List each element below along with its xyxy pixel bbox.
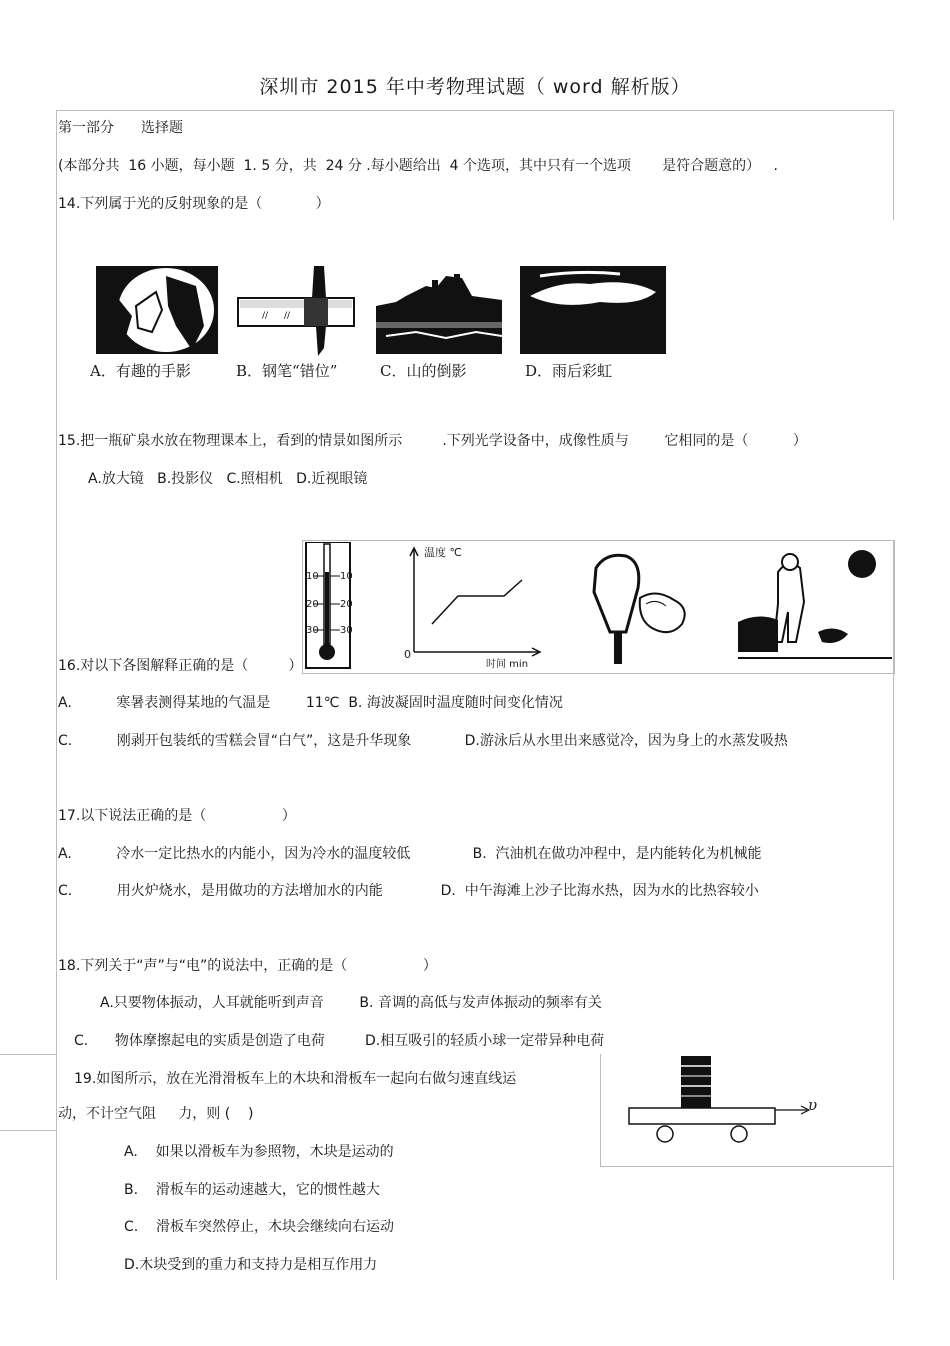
temperature-time-graph (396, 544, 546, 668)
ice-cream-image (586, 548, 698, 670)
thermo-label-right-10: 10 (340, 571, 353, 582)
q19-option-d: D.木块受到的重力和支持力是相互作用力 (124, 1257, 378, 1273)
q19-option-c: C. 滑板车突然停止，木块会继续向右运动 (124, 1219, 395, 1235)
section-name: 选择题 (141, 120, 183, 136)
q15-stem: 15.把一瓶矿泉水放在物理课本上，看到的情景如图所示 .下列光学设备中，成像性质与 它相同的是（ ） (58, 433, 807, 449)
skateboard-block-image (601, 1054, 893, 1166)
q19-stem-line1: 19.如图所示，放在光滑滑板车上的木块和滑板车一起向右做匀速直线运 (74, 1071, 517, 1087)
q14-caption-c: C．山的倒影 (380, 362, 467, 380)
q19-figure (600, 1054, 893, 1167)
graph-x-label: 时间 min (486, 659, 529, 670)
thermo-label-left-20: 20 (306, 599, 319, 610)
q14-caption-b: B．钢笔“错位” (236, 362, 338, 380)
top-rule (56, 110, 894, 111)
q17-options-cd: C. 用火炉烧水，是用做功的方法增加水的内能 D. 中午海滩上沙子比海水热，因为水的比热容较小 (58, 883, 759, 899)
left-margin-rule-2 (0, 1130, 56, 1131)
q14-figure-a (96, 266, 218, 354)
q16-options-ab: A. 寒暑表测得某地的气温是 11℃ B. 海波凝固时温度随时间变化情况 (58, 695, 563, 711)
thermo-label-right-30: 30 (340, 625, 353, 636)
q17-stem: 17.以下说法正确的是（ ） (58, 808, 296, 824)
q14-caption-d: D．雨后彩虹 (525, 362, 613, 380)
left-margin-rule-1 (0, 1054, 56, 1055)
q14-figure-d (520, 266, 666, 354)
q19-stem-line2: 动，不计空气阻 力，则 ( ) (58, 1106, 254, 1122)
q19-option-b: B. 滑板车的运动速越大，它的惯性越大 (124, 1182, 380, 1198)
thermo-label-left-10: 10 (306, 571, 319, 582)
q14-figure-b (234, 264, 358, 356)
page-title: 深圳市 2015 年中考物理试题（ word 解析版） (259, 76, 691, 98)
thermo-label-left-30: 30 (306, 625, 319, 636)
q16-stem: 16.对以下各图解释正确的是（ ） (58, 658, 303, 674)
graph-origin: 0 (404, 648, 411, 661)
q14-caption-a: A．有趣的手影 (90, 362, 191, 380)
q15-options: A.放大镜 B.投影仪 C.照相机 D.近视眼镜 (88, 471, 368, 487)
section-part: 第一部分 (58, 120, 114, 136)
q14-figure-c (376, 266, 502, 354)
graph-y-label: 温度 ℃ (424, 546, 462, 559)
q16-options-cd: C. 刚剥开包装纸的雪糕会冒“白气”，这是升华现象 D.游泳后从水里出来感觉冷，因为身上的水蒸发吸热 (58, 733, 788, 749)
q19-option-a: A. 如果以滑板车为参照物，木块是运动的 (124, 1144, 394, 1160)
q16-swimmer (738, 542, 892, 670)
q18-options-ab: A.只要物体振动，人耳就能听到声音 B. 音调的高低与发声体振动的频率有关 (100, 995, 602, 1011)
right-border (893, 110, 894, 220)
swimmer-image (738, 542, 892, 670)
q16-graph (396, 544, 546, 668)
svg-text://: // (284, 311, 291, 321)
pen-in-glass-image (234, 264, 358, 356)
q17-options-ab: A. 冷水一定比热水的内能小，因为冷水的温度较低 B. 汽油机在做功冲程中，是内能转化为机械能 (58, 846, 762, 862)
instructions: (本部分共 16 小题，每小题 1. 5 分，共 24 分 .每小题给出 4 个选项，其中只有一个选项 是符合题意的） . (58, 158, 778, 174)
q18-stem: 18.下列关于“声”与“电”的说法中，正确的是（ ） (58, 958, 437, 974)
left-border (56, 110, 57, 1280)
hand-shadow-image (96, 266, 218, 354)
svg-text://: // (262, 311, 269, 321)
thermo-label-right-20: 20 (340, 599, 353, 610)
q16-icecream (586, 548, 698, 670)
rainbow-image (520, 266, 666, 354)
mountain-reflection-image (376, 266, 502, 354)
q14-stem: 14.下列属于光的反射现象的是（ ） (58, 196, 330, 212)
q18-options-cd: C. 物体摩擦起电的实质是创造了电荷 D.相互吸引的轻质小球一定带异种电荷 (74, 1033, 605, 1049)
velocity-label: υ (808, 1096, 818, 1114)
